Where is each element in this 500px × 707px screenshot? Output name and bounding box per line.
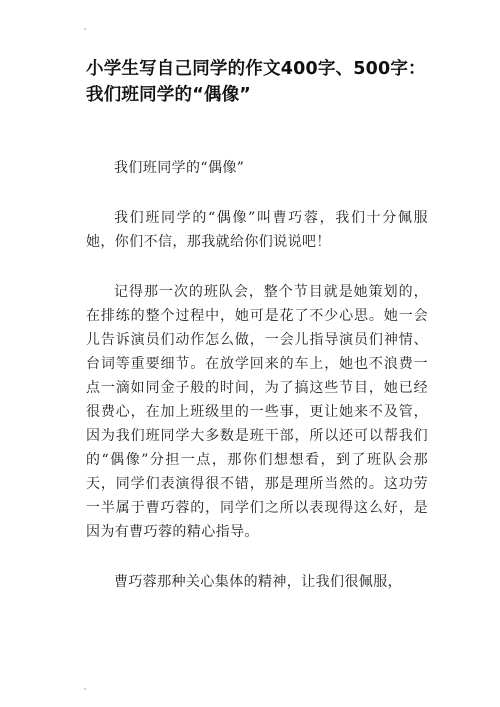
document-title: 小学生写自己同学的作文400字、500字：我们班同学的“偶像” [86, 59, 426, 105]
paragraph: 我们班同学的“偶像”叫曹巧蓉，我们十分佩服她，你们不信，那我就给你们说说吧！ [86, 210, 428, 250]
paragraph: 曹巧蓉那种关心集体的精神，让我们很佩服， [114, 574, 402, 590]
paragraph: 记得那一次的班队会，整个节目就是她策划的，在排练的整个过程中，她可是花了不少心思。她一会儿告诉演员们动作怎么做，一会儿指导演员们神情、台词等重要细节。在放学回来的车上，她也不浪费一点一滴如同金子般的时间，为了搞这些节目，她已经很费心，在加上班级里的一些事，更让她来不及管，因为我们班同学大多数是班干部，所以还可以帮我们的“偶像”分担一点，那你们想想看，到了班队会那天，同学们表演得很不错，那是理所当然的。这功劳一半属于曹巧蓉的，同学们之所以表现得这么好，是因为有曹巧蓉的精心指导。 [86, 284, 428, 540]
document-body [86, 156, 428, 594]
essay-heading: 我们班同学的“偶像” [114, 160, 245, 176]
page-corner-mark [84, 688, 86, 690]
page-corner-mark [84, 28, 86, 30]
